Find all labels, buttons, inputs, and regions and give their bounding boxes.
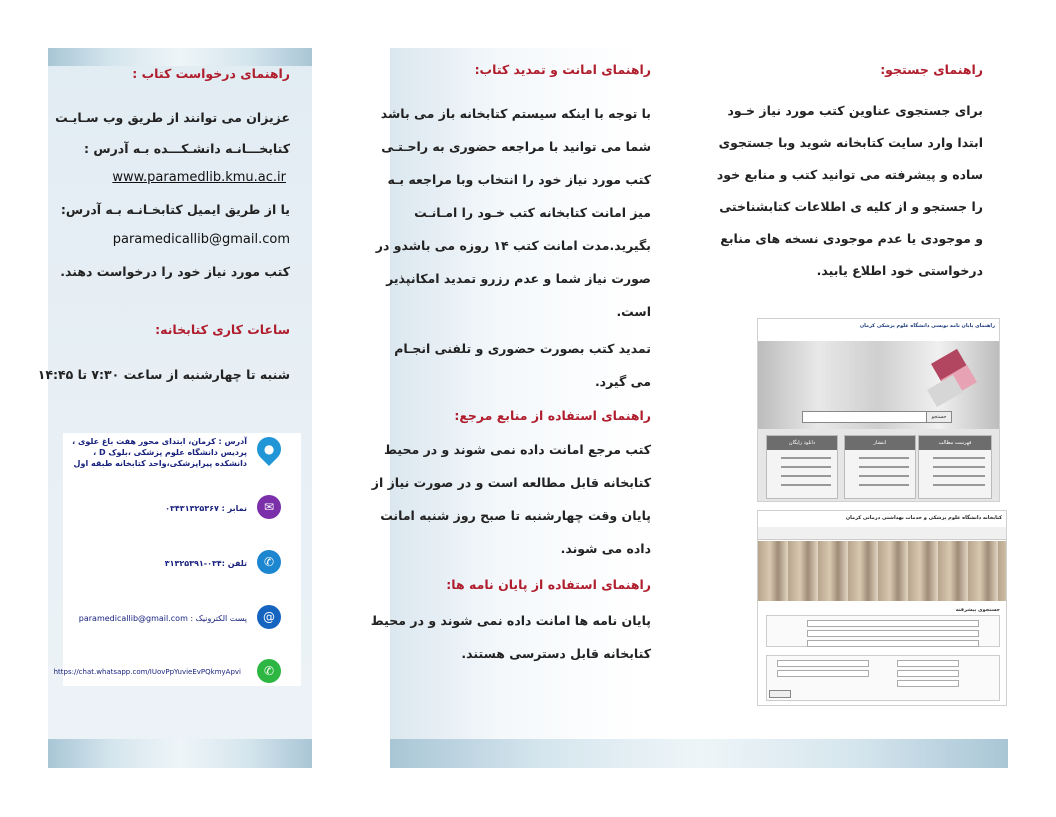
paragraph-line: تمدید کتب بصورت حضوری و تلفنی انجـام <box>394 341 651 356</box>
request-body <box>55 102 290 293</box>
search-heading: راهنمای جستجو: <box>880 62 983 77</box>
nav-bar <box>758 527 1006 540</box>
middle-column <box>370 62 651 670</box>
request-line: کتابخـــانـه دانشـکـــده بـه آدرس : <box>84 141 290 156</box>
request-line: عزیزان می توانند از طریق وب سـایـت <box>55 110 290 125</box>
screenshot-title: راهنمای پایان نامه نویسی دانشگاه علوم پزشکی کرمان <box>859 323 995 329</box>
whatsapp-icon: ✆ <box>257 659 281 683</box>
phone-icon: ✆ <box>257 550 281 574</box>
renew-paragraph <box>394 332 651 398</box>
top-band <box>48 48 312 66</box>
paragraph-line: داده می شوند. <box>560 541 651 556</box>
contact-email <box>63 601 301 641</box>
advanced-search-screenshot <box>757 510 1007 706</box>
box <box>918 435 992 499</box>
books-graphic <box>926 349 978 409</box>
request-end: کتب مورد نیاز خود را درخواست دهند. <box>60 264 290 279</box>
paragraph-line: بگیرید.مدت امانت کتب ۱۴ روزه می باشدو در <box>375 238 651 253</box>
search-button[interactable]: جستجو <box>926 412 951 422</box>
contact-fax <box>63 491 301 531</box>
contact-phone <box>63 546 301 586</box>
paragraph-line: می گیرد. <box>594 374 651 389</box>
bottom-band <box>390 739 1008 768</box>
whatsapp-link[interactable]: https://chat.whatsapp.com/IUovPpYuvieEvPQkmyApvi <box>53 668 241 676</box>
paragraph-line: کتب مرجع امانت داده نمی شوند و در محیط <box>384 442 651 457</box>
contact-whatsapp <box>53 655 301 695</box>
filter-form <box>766 655 1000 701</box>
email-contact-text[interactable]: پست الکترونیک : paramedicallib@gmail.com <box>78 614 247 623</box>
search-form <box>766 615 1000 647</box>
search-paragraph <box>716 95 983 287</box>
search-box[interactable] <box>802 411 952 423</box>
right-column <box>716 62 983 287</box>
hours-text: شنبه تا چهارشنبه از ساعت ۷:۳۰ تا ۱۴:۴۵ <box>37 367 290 382</box>
bookshelf-banner <box>758 541 1006 601</box>
paragraph-line: است. <box>616 304 651 319</box>
thesis-paragraph <box>370 604 651 670</box>
bottom-band <box>48 739 312 768</box>
email-address[interactable]: paramedicallib@gmail.com <box>112 232 290 247</box>
website-link[interactable]: www.paramedlib.kmu.ac.ir <box>112 170 286 185</box>
address-text: آدرس : کرمان، ابتدای محور هفت باغ علوی ، پردیس دانشگاه علوم پزشکی ،بلوک D ، دانشکده پیراپزشکی،واحد کتابخانه طبقه اول <box>72 437 247 468</box>
box <box>844 435 916 499</box>
fax-text: نمابر : ۰۳۴۳۱۳۲۵۳۶۷ <box>165 504 247 513</box>
paragraph-line: برای جستجوی عناوین کتب مورد نیاز خـود <box>727 103 983 118</box>
paragraph-line: میز امانت کتابخانه کتب خـود را امـانـت <box>414 205 651 220</box>
contact-box <box>53 433 301 686</box>
paragraph-line: کتابخانه قابل مطالعه است و در صورت نیاز از <box>371 475 651 490</box>
paragraph-line: با توجه با اینکه سیستم کتابخانه باز می باشد <box>380 106 651 121</box>
website-screenshot <box>757 318 1000 502</box>
thesis-heading: راهنمای استفاده از پایان نامه ها: <box>446 577 651 592</box>
envelope-icon: @ <box>257 605 281 629</box>
hours-heading: ساعات کاری کتابخانه: <box>155 322 290 337</box>
email-line: یا از طریق ایمیل کتابخـانـه بـه آدرس: <box>60 202 290 217</box>
box-title: دانلود رایگان <box>767 436 837 450</box>
form-title: جستجوی پیشرفته <box>955 607 1000 613</box>
request-section <box>72 66 290 81</box>
loan-paragraph <box>375 97 651 328</box>
paragraph-line: شما می توانید با مراجعه حضوری به راحـتـی <box>381 139 651 154</box>
paragraph-line: درخواستی خود اطلاع یابید. <box>816 263 983 278</box>
paragraph-line: صورت نیاز شما و عدم رزرو تمدید امکانپذیر <box>386 271 651 286</box>
phone-text: تلفن :۰۳۴-۳۱۳۲۵۳۹۱ <box>164 559 247 568</box>
paragraph-line: و موجودی یا عدم موجودی نسخه های منابع <box>720 231 983 246</box>
loan-heading: راهنمای امانت و تمدید کتاب: <box>474 62 651 77</box>
mail-icon: ✉ <box>257 495 281 519</box>
reference-heading: راهنمای استفاده از منابع مرجع: <box>454 408 651 423</box>
box-title: فهرست مطالب <box>919 436 991 450</box>
paragraph-line: ابتدا وارد سایت کتابخانه شوید وبا جستجوی <box>718 135 983 150</box>
paragraph-line: را جستجو و از کلیه ی اطلاعات کتابشناختی <box>719 199 983 214</box>
paragraph-line: کتب مورد نیاز خود را انتخاب وبا مراجعه بـه <box>387 172 651 187</box>
screenshot-title: کتابخانه دانشگاه علوم پزشکی و خدمات بهداشتی درمانی کرمان <box>845 515 1002 521</box>
box-title: انتشار <box>845 436 915 450</box>
paragraph-line: ساده و پیشرفته می توانید کتب و منابع خود <box>716 167 983 182</box>
paragraph-line: کتابخانه قابل دسترسی هستند. <box>461 646 651 661</box>
contact-address <box>63 433 301 473</box>
box <box>766 435 838 499</box>
paragraph-line: پایان وقت چهارشنبه تا صبح روز شنبه امانت <box>380 508 651 523</box>
location-icon: ● <box>252 432 286 466</box>
paragraph-line: پایان نامه ها امانت داده نمی شوند و در محیط <box>370 613 651 628</box>
request-heading: راهنمای درخواست کتاب : <box>132 66 290 81</box>
reference-paragraph <box>371 433 651 565</box>
